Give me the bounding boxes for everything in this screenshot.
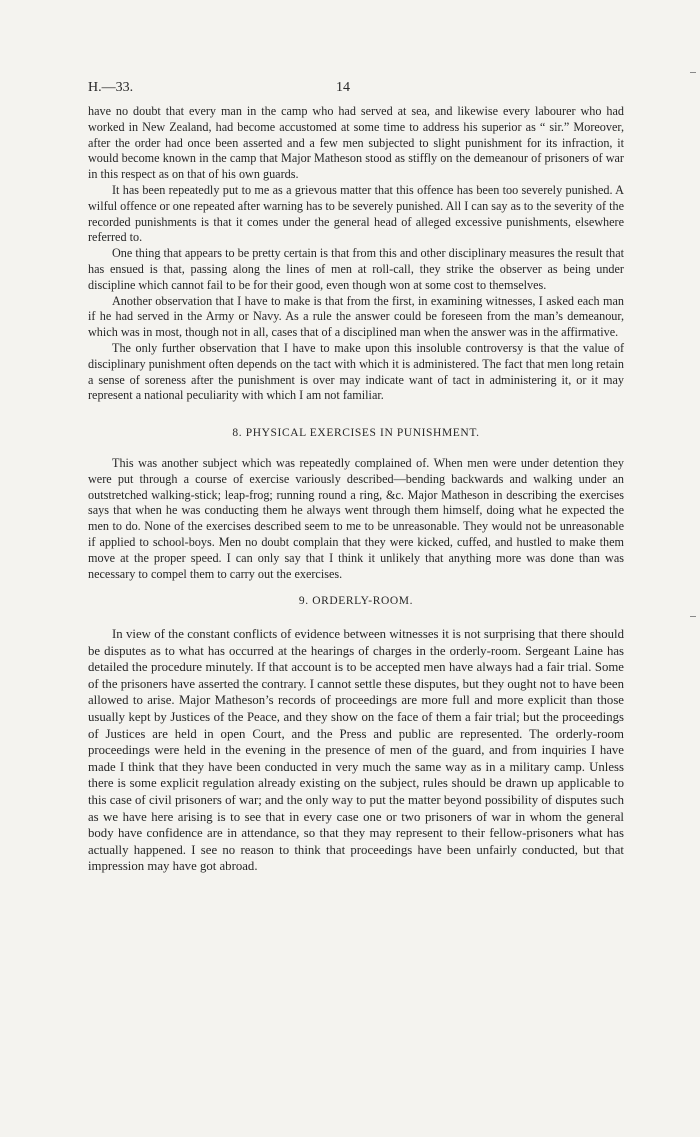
edge-tick-mark [690, 72, 696, 73]
page-header [88, 80, 624, 100]
section-heading-orderly-room: 9. ORDERLY-ROOM. [298, 595, 414, 608]
paragraph: The only further observation that I have to make upon this insoluble controversy is that the value of disciplinary punishment often depends on the tact with which it is administered. The fact that men long retain a sense of soreness after the punishment is over may indicate want of tact in administering it, or it may represent a national peculiarity with which I am not familiar. [88, 340, 624, 403]
paragraph: One thing that appears to be pretty certain is that from this and other disciplinary measures the result that has ensued is that, passing along the lines of men at roll-call, they strike the observer as being under discipline which cannot fail to be for their good, even though won at some cost to themselves. [88, 246, 624, 292]
document-reference: H.—33. [88, 80, 134, 95]
paragraph: In view of the constant conflicts of evidence between witnesses it is not surprising that there should be disputes as to what has occurred at the hearings of charges in the orderly-room. Sergeant Laine has detailed the procedure minutely. If that account is to be accepted men have always had a fair trial. Some of the prisoners have asserted the contrary. I cannot settle these disputes, but they ought not to have been allowed to arise. Major Matheson’s records of proceedings are more full and more explicit than those usually kept by Justices of the Peace, and they show on the face of them a fair trial; but the proceedings of Justices are held in open Court, and the Press and public are represented. The orderly-room proceedings were held in the evening in the presence of men of the guard, and from inquiries I have made I think that they have been conducted in very much the same way as in a military camp. Unless there is some explicit regulation already existing on the subject, rules should be drawn up applicable to this case of civil prisoners of war; and the only way to put the matter beyond possibility of disputes such as we have here arising is to see that in every case one or two prisoners of war in whom the general body have confidence are in attendance, so that they may represent to their fellow-prisoners what has actually happened. I see no reason to think that proceedings have been unfairly conducted, but that impression may have got abroad. [88, 627, 624, 874]
section-heading-physical-exercises: 8. PHYSICAL EXERCISES IN PUNISHMENT. [232, 427, 480, 440]
paragraph: Another observation that I have to make is that from the first, in examining witnesses, I asked each man if he had served in the Army or Navy. As a rule the answer could be foreseen from the man’s demeanour, which was in most, though not in all, cases that of a disciplined man when the answer was in the affirmative. [88, 293, 624, 340]
page-number: 14 [336, 80, 350, 95]
document-body [88, 104, 624, 875]
paragraph-continued: have no doubt that every man in the camp who had served at sea, and likewise every labourer who had worked in New Zealand, had become accustomed at some time to address his superior as “ sir.” Moreover, after the order had once been asserted and a few men subjected to slight punishment for its infraction, it would become known in the camp that Major Matheson stood as stiffly on the demeanour of prisoners of war in this respect as on that of his own guards. [88, 104, 624, 182]
paragraph: It has been repeatedly put to me as a grievous matter that this offence has been too severely punished. A wilful offence or one repeated after warning has to be severely punished. All I can say as to the severity of the recorded punishments is that it comes under the general head of alleged excessive punishments, elsewhere referred to. [88, 182, 624, 245]
edge-tick-mark [690, 616, 696, 617]
paragraph: This was another subject which was repeatedly complained of. When men were under detention they were put through a course of exercise variously described—bending backwards and walking under an outstretched walking-stick; leap-frog; running round a ring, &c. Major Matheson in describing the exercises says that when he was conducting them he always went through them himself, doing what he expected the men to do. None of the exercises described seem to me to be unreasonable. They would not be unreasonable if applied to school-boys. Men no doubt complain that they were kicked, cuffed, and hustled to make them move at the proper speed. I can only say that I think it unlikely that anything more was done than was necessary to compel them to carry out the exercises. [88, 455, 624, 581]
